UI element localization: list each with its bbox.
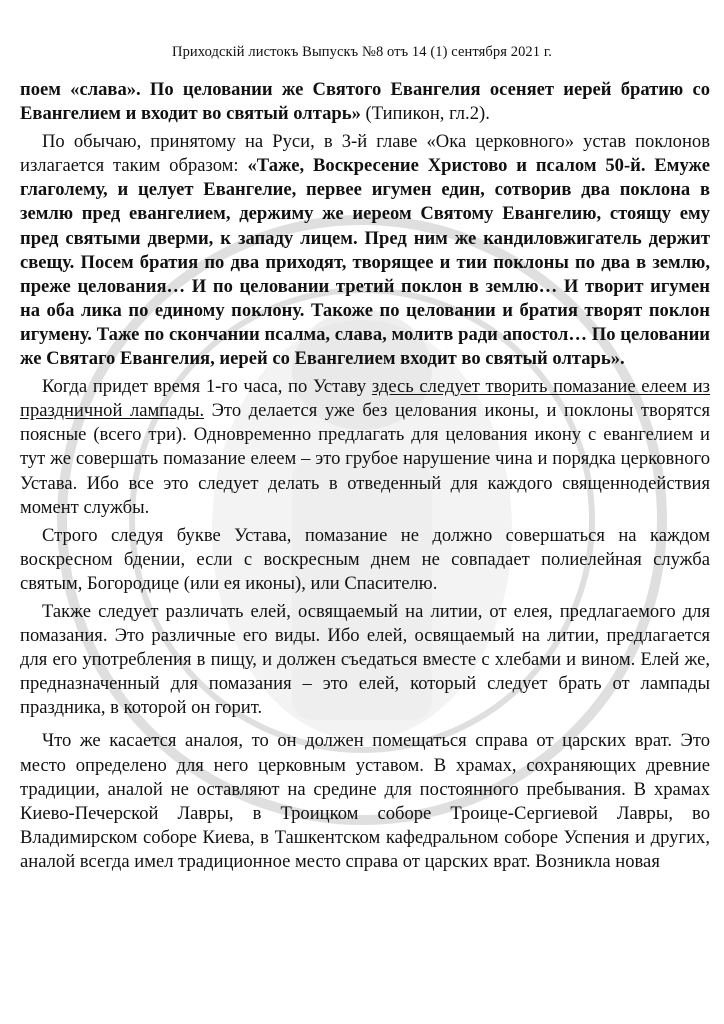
paragraph-rest: Это делается уже без целования иконы, и поклоны творятся поясные (всего три). Одновременно предлагать для целования икону с евангелием и тут же совершать помазание елеем – это грубое нарушение чина и порядка церковного Устава. Ибо все это следует делать в отведенный для каждого священнодействия момент службы. [20, 400, 711, 518]
paragraph-1 [20, 78, 710, 126]
citation: (Типикон, гл.2). [360, 103, 490, 125]
paragraph-4: Строго следуя букве Устава, помазание не должно совершаться на каждом воскресном бдении, если с воскресным днем не совпадает полиелейная служба святым, Богородице (или ея иконы), или Спасителю. [20, 524, 710, 594]
paragraph-6: Что же касается аналоя, то он должен помещаться справа от царских врат. Это место определено для него церковным уставом. В храмах, сохраняющих древние традиции, аналой не оставляют на средине для постоянного пребывания. В храмах Киево-Печерской Лавры, в Троицком соборе Троице-Сергиевой Лавры, во Владимирском соборе Киева, в Ташкентском кафедральном соборе Успения и других, аналой всегда имел традиционное место справа от царских врат. Возникла новая [20, 730, 710, 872]
underlined-text: здесь следует творить помазание елеем из праздничной лампады. [20, 376, 711, 422]
paragraph-lead: По обычаю, принятому на Руси, в 3-й главе «Ока церковного» устав поклонов излагается таким образом: [20, 131, 710, 177]
bold-quote: «Таже, Воскресение Христово и псалом 50-й. Емуже глаголему, и целует Евангелие, первее игумен един, сотворив два поклона в землю пред евангелием, держиму же иереом Святому Евангелию, стоящу ему пред святыми дверми, к западу лицем. Пред ним же кандиловжигатель держит свещу. Посем братия по два приходят, творящее и тии поклоны по два в землю, преже целования… И по целовании третий поклон в землю… И творит игумен на оба лика по единому поклону. Такоже по целовании и братия творят поклон игумену. Таже по скончании псалма, слава, молитв ради апостол… По целовании же Святаго Евангелия, иерей со Евангелием входит во святый олтарь». [20, 155, 710, 370]
page-header: Приходскiй листокъ Выпускъ №8 отъ 14 (1) сентября 2021 г. [172, 44, 552, 60]
bold-quote: поем «слава». По целовании же Святого Евангелия осеняет иерей братию со Евангелием и входит во святый олтарь» [20, 79, 710, 125]
paragraph-3 [20, 375, 710, 520]
document-body [20, 78, 710, 878]
paragraph-5: Также следует различать елей, освящаемый на литии, от елея, предлагаемого для помазания. Это различные его виды. Ибо елей, освящаемый на литии, предлагается для его употребления в пищу, и должен съедаться вместе с хлебами и вином. Елей же, предназначенный для помазания – это елей, который следует брать от лампады праздника, в которой он горит. [20, 600, 710, 719]
paragraph-lead: Когда придет время 1-го часа, по Уставу [42, 376, 372, 398]
paragraph-2 [20, 130, 710, 371]
